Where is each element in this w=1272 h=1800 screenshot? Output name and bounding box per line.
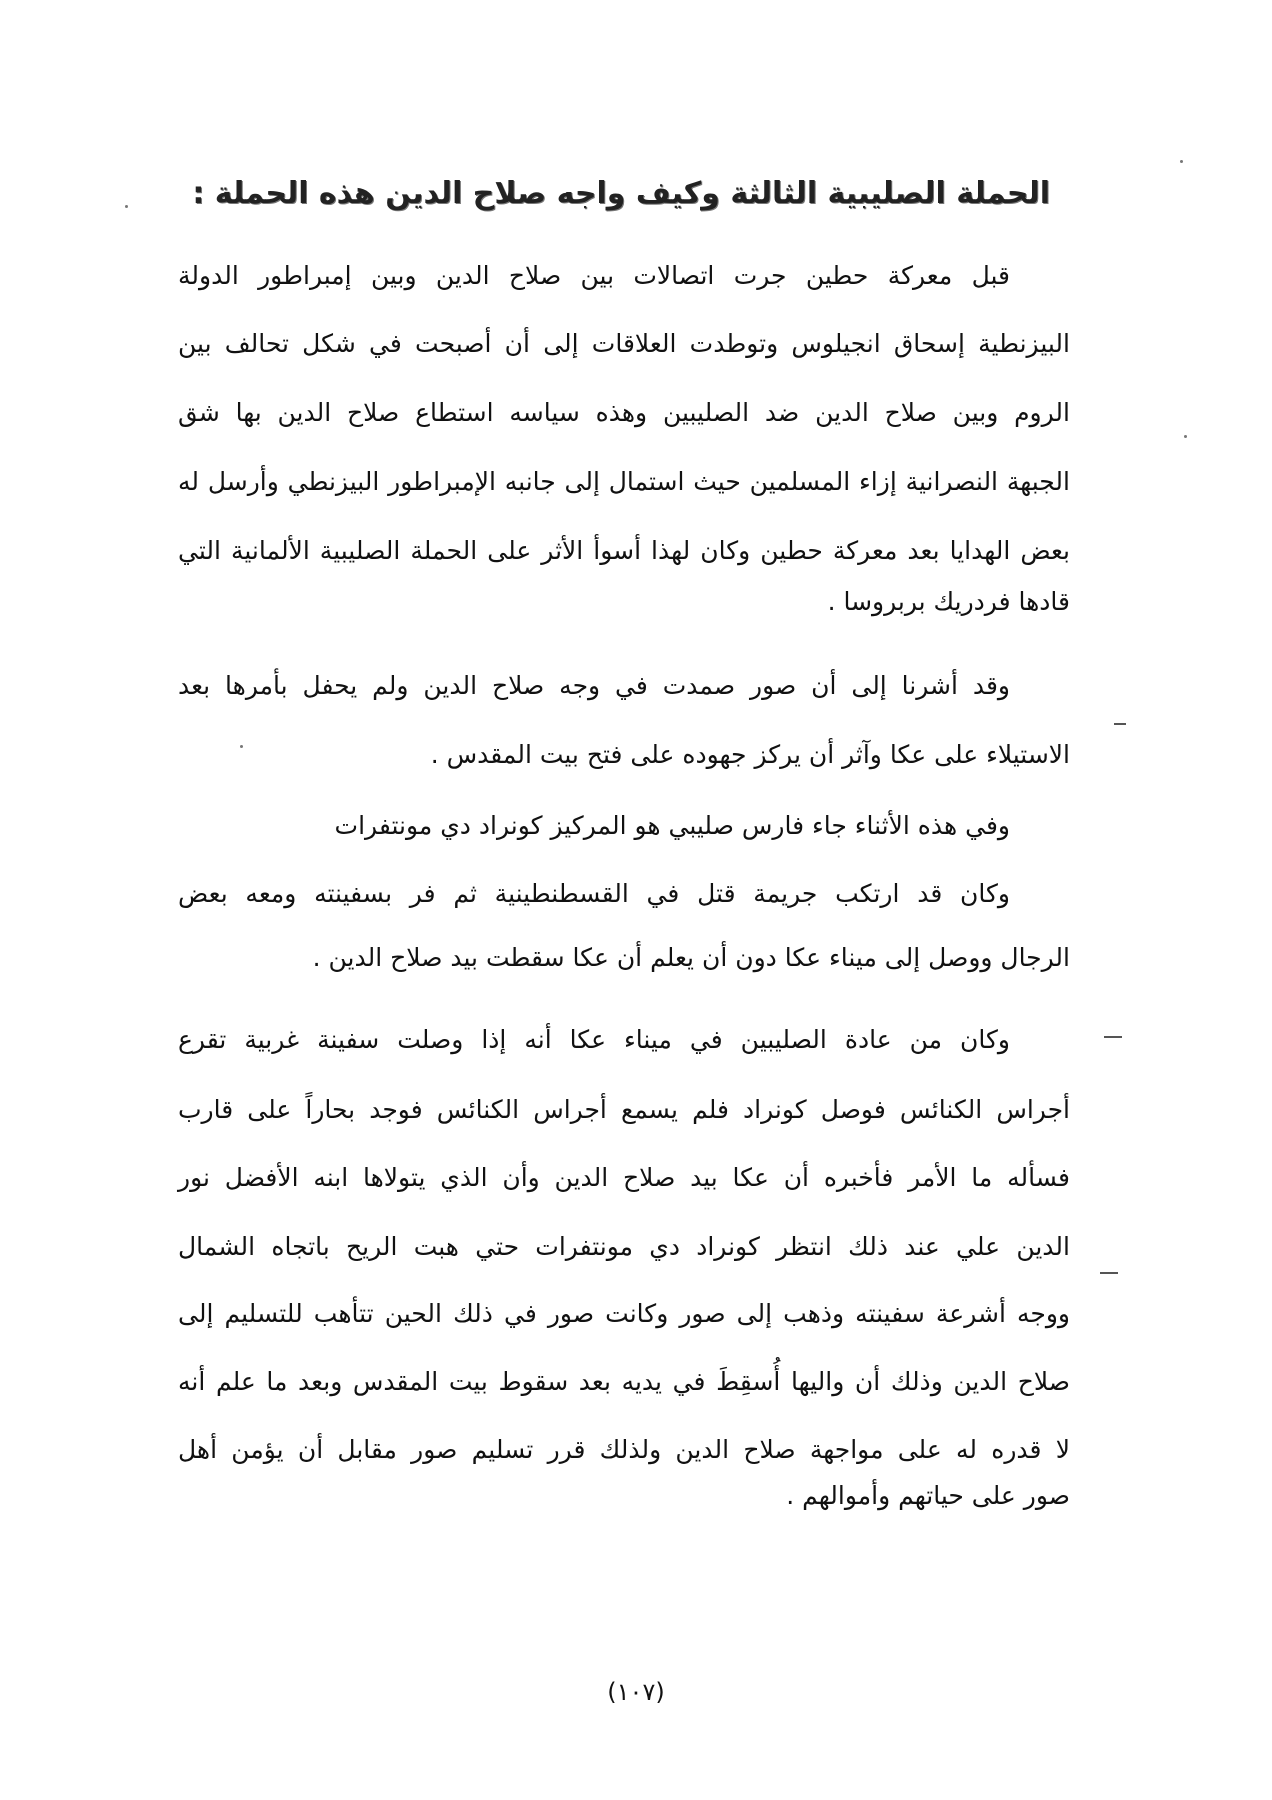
text-line: صور على حياتهم وأموالهم . xyxy=(786,1481,1070,1510)
text-line: الاستيلاء على عكا وآثر أن يركز جهوده على فتح بيت المقدس . xyxy=(430,740,1070,769)
text-line: وكان من عادة الصليبين في ميناء عكا أنه إذا وصلت سفينة غربية تقرع xyxy=(178,1025,1010,1054)
text-line: أجراس الكنائس فوصل كونراد فلم يسمع أجراس الكنائس فوجد بحاراً على قارب xyxy=(178,1095,1070,1124)
text-line: قبل معركة حطين جرت اتصالات بين صلاح الدين وبين إمبراطور الدولة xyxy=(178,261,1010,290)
scan-speck xyxy=(1184,435,1187,438)
text-line: الرجال ووصل إلى ميناء عكا دون أن يعلم أن عكا سقطت بيد صلاح الدين . xyxy=(312,943,1070,972)
text-line: فسأله ما الأمر فأخبره أن عكا بيد صلاح الدين وأن الذي يتولاها ابنه الأفضل نور xyxy=(178,1163,1070,1192)
text-line: وكان قد ارتكب جريمة قتل في القسطنطينية ثم فر بسفينته ومعه بعض xyxy=(178,879,1010,908)
scan-mark xyxy=(1100,1272,1118,1274)
text-line: بعض الهدايا بعد معركة حطين وكان لهذا أسوأ الأثر على الحملة الصليبية الألمانية التي xyxy=(178,536,1070,565)
page-title: الحملة الصليبية الثالثة وكيف واجه صلاح الدين هذه الحملة : xyxy=(192,176,1050,211)
text-line: الدين علي عند ذلك انتظر كونراد دي مونتفرات حتي هبت الريح باتجاه الشمال xyxy=(178,1232,1070,1261)
text-line: الجبهة النصرانية إزاء المسلمين حيث استمال إلى جانبه الإمبراطور البيزنطي وأرسل له xyxy=(178,467,1070,496)
scan-speck xyxy=(125,205,128,208)
text-line: صلاح الدين وذلك أن واليها أُسقِطَ في يديه بعد سقوط بيت المقدس وبعد ما علم أنه xyxy=(178,1367,1070,1396)
text-line: البيزنطية إسحاق انجيلوس وتوطدت العلاقات إلى أن أصبحت في شكل تحالف بين xyxy=(178,329,1070,358)
text-line: وفي هذه الأثناء جاء فارس صليبي هو المركيز كونراد دي مونتفرات xyxy=(334,811,1010,840)
scan-speck xyxy=(240,745,243,748)
scan-speck xyxy=(1180,160,1183,163)
page-number: (١٠٧) xyxy=(607,1678,665,1706)
text-line: ووجه أشرعة سفينته وذهب إلى صور وكانت صور في ذلك الحين تتأهب للتسليم إلى xyxy=(178,1299,1070,1328)
text-line: وقد أشرنا إلى أن صور صمدت في وجه صلاح الدين ولم يحفل بأمرها بعد xyxy=(178,671,1010,700)
text-line: لا قدره له على مواجهة صلاح الدين ولذلك قرر تسليم صور مقابل أن يؤمن أهل xyxy=(178,1435,1070,1464)
text-line: الروم وبين صلاح الدين ضد الصليبين وهذه سياسه استطاع صلاح الدين بها شق xyxy=(178,398,1070,427)
scan-mark xyxy=(1114,723,1126,725)
text-line: قادها فردريك بربروسا . xyxy=(827,587,1070,616)
scan-mark xyxy=(1104,1036,1122,1038)
